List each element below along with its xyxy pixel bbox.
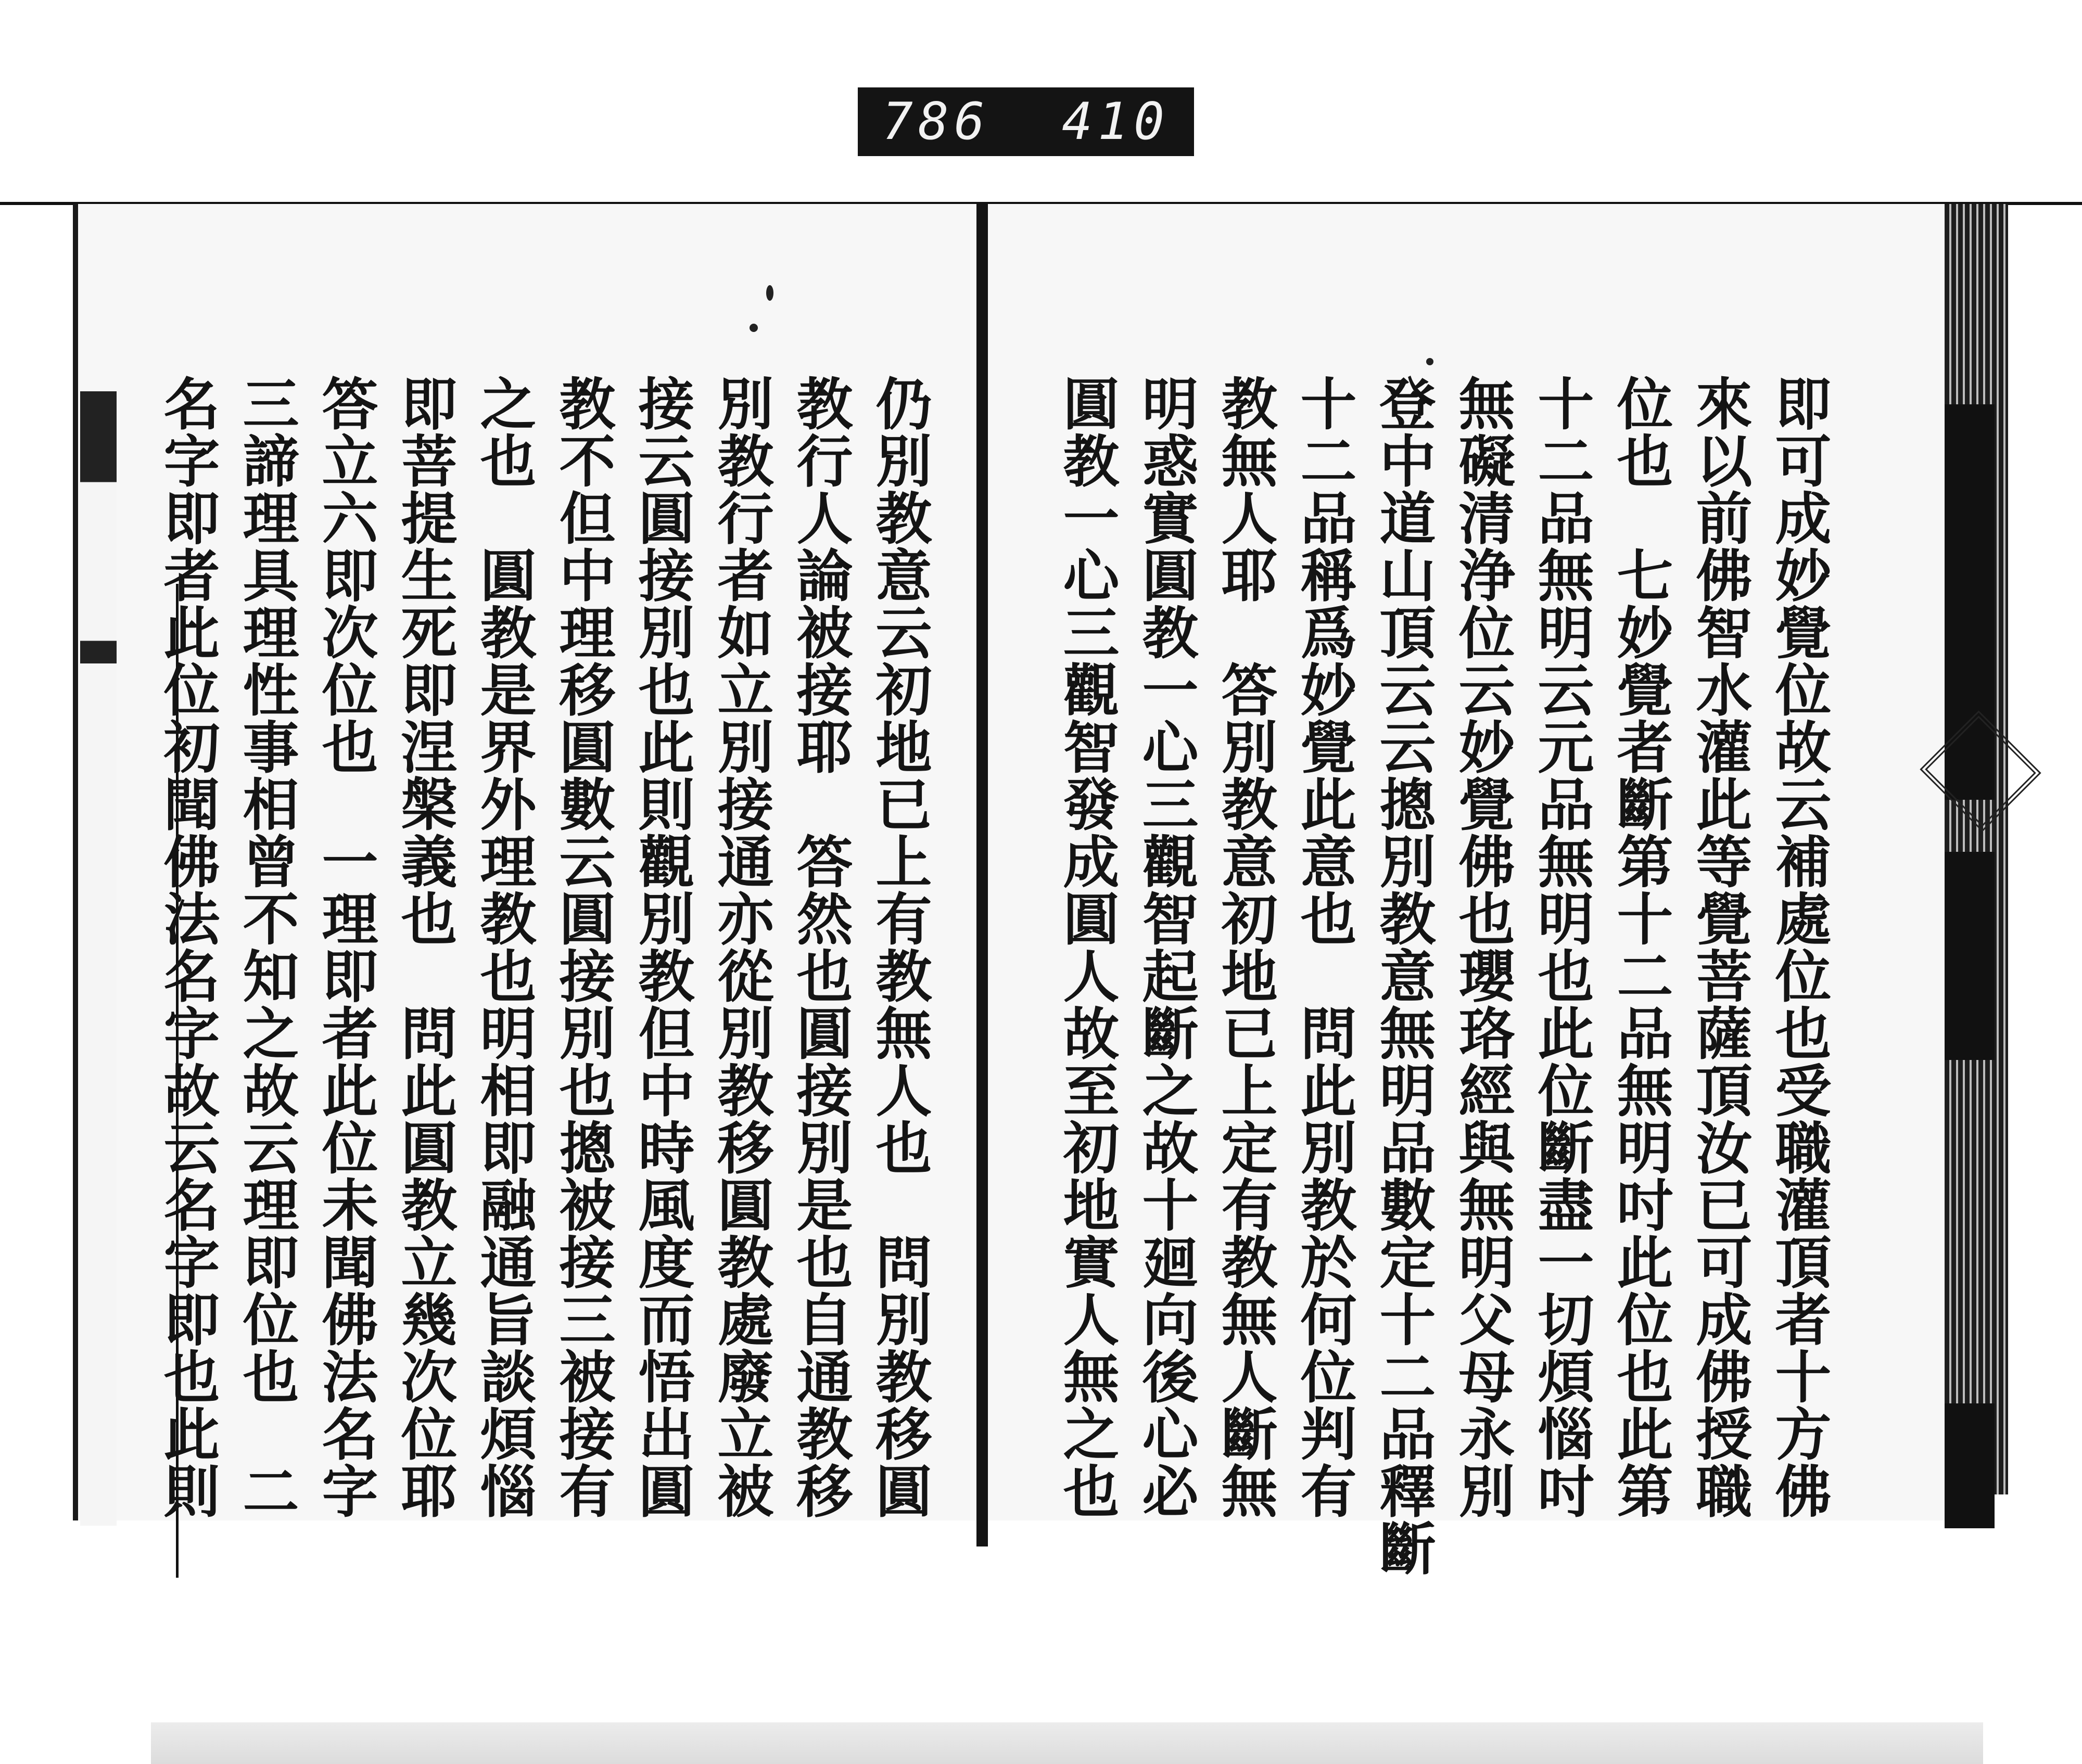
right-edge-bar-middle — [1945, 852, 1995, 1060]
ink-speck — [1426, 358, 1433, 365]
right-col-4: 十二品無明云元品無明也此位斷盡一切煩惱吋 — [1528, 375, 1594, 1519]
right-col-8: 教無人耶 答別教意初地已上定有教無人斷無 — [1212, 375, 1277, 1519]
page-bottom-edge — [151, 1722, 1983, 1764]
left-edge-strip — [80, 391, 117, 1526]
right-col-10: 圓教一心三觀智發成圓人故至初地實人無之也 — [1053, 375, 1119, 1519]
left-col-3: 別教行者如立別接通亦從別教移圓教處廢立被 — [708, 375, 773, 1519]
right-col-5: 無礙清浄位云妙覺佛也瓔珞經與無明父母永別 — [1449, 375, 1515, 1519]
right-col-3: 位也 七妙覺者斷第十二品無明吋此位也此第 — [1607, 375, 1673, 1519]
left-col-6: 之也 圓教是界外理教也明相即融通旨談煩惱 — [471, 375, 536, 1519]
left-col-10: 名字即者此位初聞佛法名字故云名字即也此則 — [154, 375, 220, 1519]
right-col-6: 登中道山頂云云摠別教意無明品數定十二品釋斷 — [1370, 375, 1436, 1577]
left-col-5: 教不但中理移圓數云圓接別也摠被接三被接有 — [550, 375, 615, 1519]
left-col-1: 仍別教意云初地已上有教無人也 問別教移圓 — [866, 375, 932, 1519]
right-fore-edge — [1945, 204, 2008, 1494]
left-col-4: 接云圓接別也此則觀別教但中時風度而悟出圓 — [629, 375, 694, 1519]
book-gutter — [976, 204, 988, 1546]
left-col-7: 即菩提生死即涅槃義也 問此圓教立幾次位耶 — [391, 375, 457, 1519]
right-col-2: 來以前佛智水灌此等覺菩薩頂汝已可成佛授職 — [1686, 375, 1752, 1519]
catalog-label: 786 410 — [858, 87, 1194, 156]
left-col-9: 三諦理具理性事相曾不知之故云理即位也 二 — [233, 375, 299, 1519]
right-col-7: 十二品稱爲妙覺此意也 問此別教於何位判有 — [1291, 375, 1356, 1519]
left-col-8: 答立六即次位也 一理即者此位未聞佛法名字 — [312, 375, 378, 1519]
left-col-2: 教行人論被接耶 答然也圓接別是也自通教移 — [787, 375, 853, 1519]
ink-speck — [766, 285, 773, 301]
right-col-9: 明惑實圓教一心三觀智起斷之故十廻向後心必 — [1133, 375, 1198, 1519]
right-col-1: 即可成妙覺位故云補處位也受職灌頂者十方佛 — [1766, 375, 1831, 1519]
right-edge-bar-bottom — [1945, 1403, 1995, 1528]
ink-speck — [750, 324, 758, 332]
